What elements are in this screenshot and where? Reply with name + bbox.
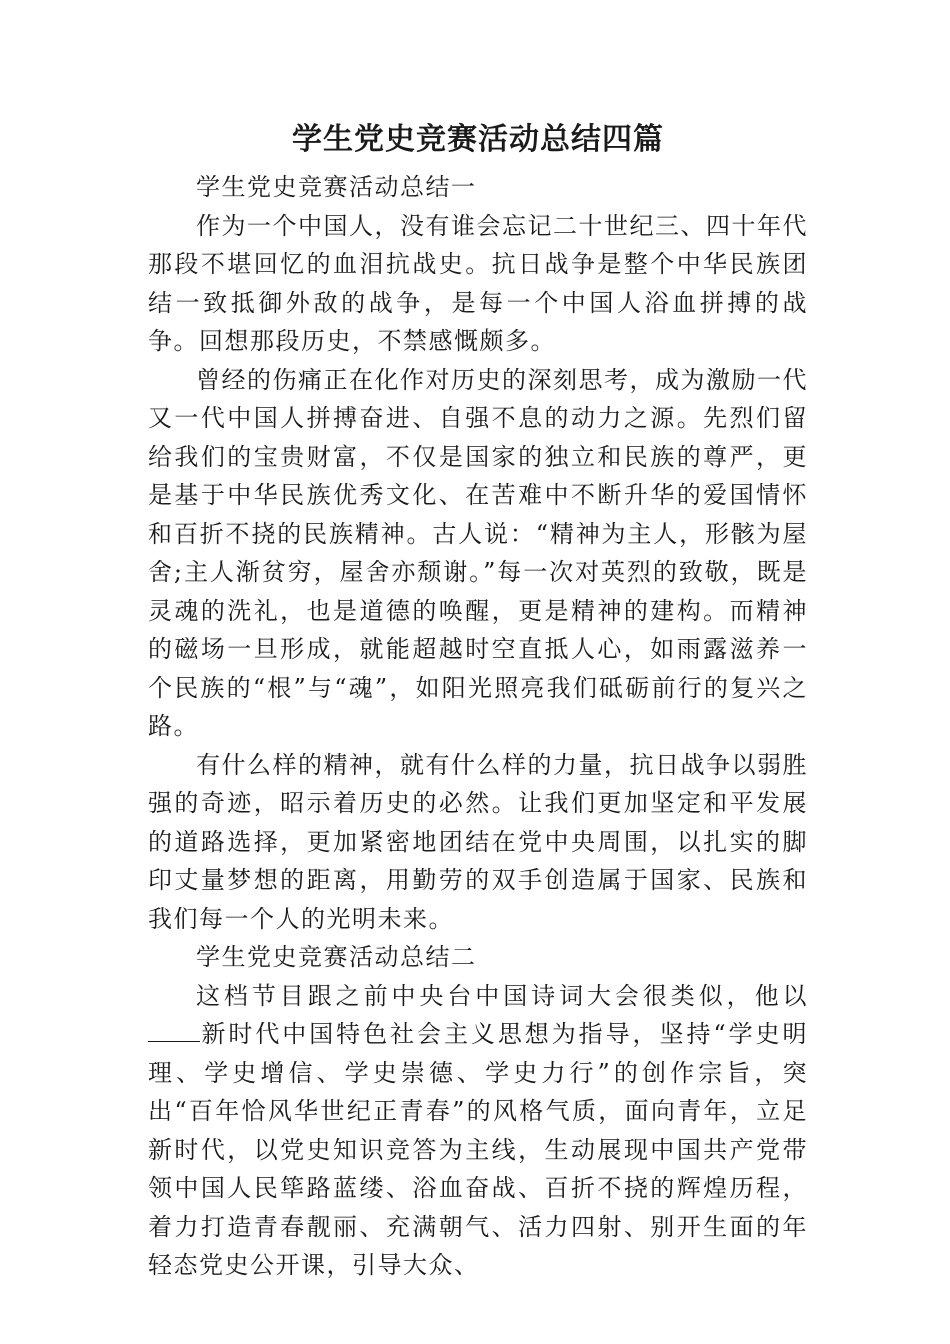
body-paragraph: 作为一个中国人，没有谁会忘记二十世纪三、四十年代那段不堪回忆的血泪抗战史。抗日战争是整个中华民族团结一致抵御外敌的战争，是每一个中国人浴血拼搏的战争。回想那段历史，不禁感慨颇多。 — [148, 211, 808, 355]
body-paragraph: 曾经的伤痛正在化作对历史的深刻思考，成为激励一代又一代中国人拼搏奋进、自强不息的动力之源。先烈们留给我们的宝贵财富，不仅是国家的独立和民族的尊严，更是基于中华民族优秀文化、在苦难中不断升华的爱国情怀和百折不挠的民族精神。古人说：“精神为主人，形骸为屋舍;主人渐贫穷，屋舍亦颓谢。”每一次对英烈的致敬，既是灵魂的洗礼，也是道德的唤醒，更是精神的建构。而精神的磁场一旦形成，就能超越时空直抵人心，如雨露滋养一个民族的“根”与“魂”，如阳光照亮我们砥砺前行的复兴之路。 — [148, 365, 808, 740]
body-paragraph-last — [148, 977, 808, 1285]
document-title: 学生党史竞赛活动总结四篇 — [292, 122, 664, 157]
section-heading-one: 学生党史竞赛活动总结一 — [196, 173, 477, 201]
section-heading-two: 学生党史竞赛活动总结二 — [196, 943, 477, 971]
paragraph-text-end: 新时代中国特色社会主义思想为指导，坚持“学史明理、学史增信、学史崇德、学史力行”的创作宗旨，突出“百年恰风华世纪正青春”的风格气质，面向青年，立足新时代，以党史知识竞答为主线，生动展现中国共产党带领中国人民筚路蓝缕、浴血奋战、百折不挠的辉煌历程，着力打造青春靓丽、充满朝气、活力四射、别开生面的年轻态党史公开课，引导大众、 — [148, 1020, 808, 1279]
document-page — [148, 118, 808, 1285]
fill-in-blank — [148, 1023, 200, 1042]
paragraph-text-start: 这档节目跟之前中央台中国诗词大会很类似，他以 — [196, 981, 808, 1010]
body-paragraph: 有什么样的精神，就有什么样的力量，抗日战争以弱胜强的奇迹，昭示着历史的必然。让我们更加坚定和平发展的道路选择，更加紧密地团结在党中央周围，以扎实的脚印丈量梦想的距离，用勤劳的双手创造属于国家、民族和我们每一个人的光明未来。 — [148, 750, 808, 933]
